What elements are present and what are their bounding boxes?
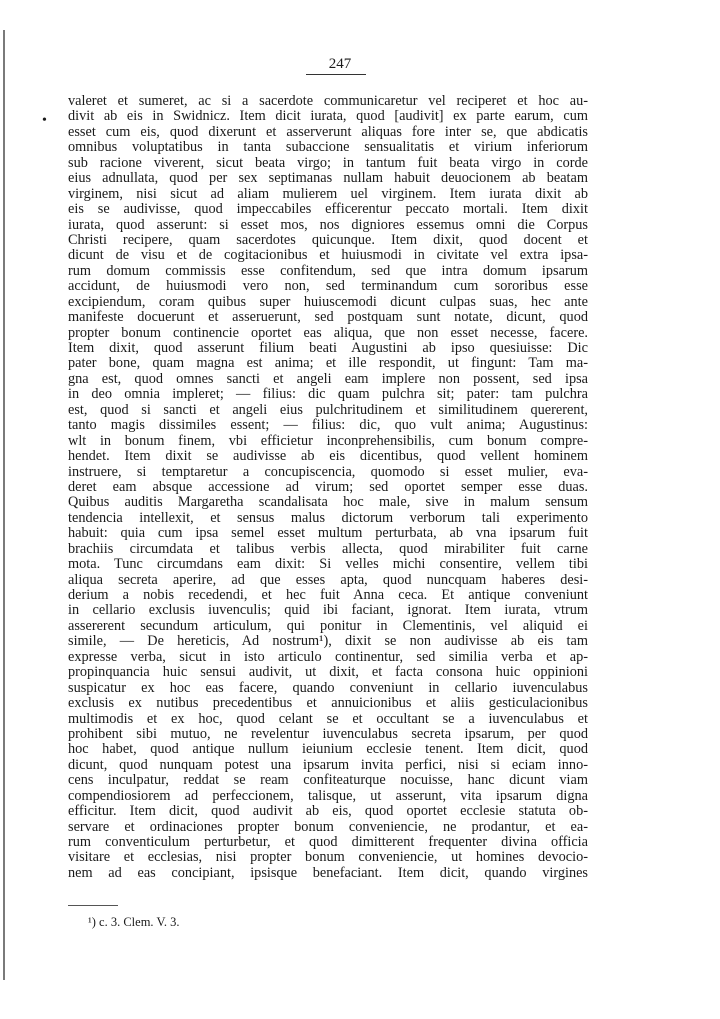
text-line: divit ab eis in Swidnicz. Item dicit iurata, quod [audivit] ex parte earum, cum [68,109,588,125]
text-line: sub racione viverent, sicut beata virgo; in tantum fuit beata virgo in corde [68,155,588,171]
text-line: multimodis et ex hoc, quod celant se et occultant se a iuvenculabus et [68,711,588,727]
text-line: brachiis circumdata et talibus verbis allecta, quod mirabiliter fuit carne [68,541,588,557]
text-line: pater bone, quam magna est anima; et ille respondit, ut fingunt: Tam ma- [68,356,588,372]
text-line: accidunt, de huiusmodi vero non, sed terminandum cum sororibus esse [68,279,588,295]
footnote-divider [68,905,118,906]
text-line: exclusis ex nutibus precedentibus et annuicionibus et aliis gesticulacionibus [68,696,588,712]
text-line: in deo omnia impleret; — filius: dic quam pulchra sit; pater: tam pulchra [68,387,588,403]
text-line: iurata, quod asserunt: si esset mos, nos digniores essemus omni die Corpus [68,217,588,233]
text-line: dicunt de visu et de cogitacionibus et huiusmodi in civitate vel extra ipsa- [68,248,588,264]
page-edge-line [3,30,5,980]
text-line: hoc habet, quod antique nullum ieiunium ecclesie tenent. Item dicit, quod [68,742,588,758]
text-line: servare et ordinaciones propter bonum conveniencie, ne prodantur, et ea- [68,819,588,835]
text-line: compendiosiorem ad perfeccionem, talisque, ut asserunt, vita ipsarum digna [68,788,588,804]
text-line: cens inculpatur, reddat se ream confiteaturque nocuisse, hanc dicunt viam [68,773,588,789]
text-line: manifeste docuerunt et asseruerunt, sed postquam sunt notate, dicunt, quod [68,310,588,326]
text-line: esset cum eis, quod dixerunt et asserverunt aliquas fore inter se, que abdicatis [68,124,588,140]
text-line: est, quod si sancti et angeli eius pulchritudinem et similitudinem quererent, [68,402,588,418]
text-line: propinquancia huic sensui audivit, ut dixit, et facta consona huic oppinioni [68,665,588,681]
text-line: propter bonum continencie oportet eas aliqua, que non esset necesse, facere. [68,325,588,341]
text-line: aliqua secreta aperire, ad que esses apta, quod nuncquam haberes desi- [68,572,588,588]
text-line: Christi recipere, quam sacerdotes quicunque. Item dixit, quod docent et [68,232,588,248]
text-line: deret eam absque accessione ad virum; sed oportet semper esse duas. [68,479,588,495]
text-line: eius adnullata, quod per sex septimanas nullam habuit deuocionem ab beatam [68,171,588,187]
text-line: tendencia intellexit, et sensus malus dictorum verborum tali experimento [68,510,588,526]
footnote: ¹) c. 3. Clem. V. 3. [88,915,180,929]
text-line: tanto magis dissimiles essent; — filius: dic, quo vult anima; Augustinus: [68,418,588,434]
text-line: expresse verba, sicut in isto articulo continentur, sed similia verba et ap- [68,649,588,665]
text-line: suspicatur ex hoc eas facere, quando conveniunt in cellario iuvenculabus [68,680,588,696]
text-line: virginem, nisi sicut ad aliam mulierem uel virginem. Item iurata dixit ab [68,186,588,202]
text-line: rum domum commissis esse confitendum, sed que intra domum ipsarum [68,263,588,279]
text-line: habuit: quia cum ipsa semel esset multum perturbata, ab vna ipsarum fuit [68,526,588,542]
text-line: instruere, si temptaretur a concupiscencia, quomodo si esset mulier, eva- [68,464,588,480]
text-line: valeret et sumeret, ac si a sacerdote communicaretur vel reciperet et hoc au- [68,94,588,109]
text-line: simile, — De hereticis, Ad nostrum¹), dixit se non audivisse ab eis tam [68,634,588,650]
page-number: 247 [328,56,352,72]
text-line: nem ad eas concipiant, ipsisque benefaciant. Item dicit, quando virgines [68,865,588,881]
body-text [68,94,588,881]
text-line: in cellario exclusis iuvenculis; quid ibi faciant, ignorat. Item iurata, vtrum [68,603,588,619]
text-line: mota. Tunc circumdans eam dixit: Si velles michi consentire, vellem tibi [68,557,588,573]
text-line: Item dixit, quod asserunt filium beati Augustini ab ipso quesiuisse: Dic [68,341,588,356]
text-line: prohibent sibi mutuo, ne revelentur iuvenculabus secreta ipsarum, per quod [68,726,588,742]
page-number-underline [306,74,366,75]
text-line: dicunt, quod nunquam potest una ipsarum invita perfici, nisi si eciam inno- [68,757,588,773]
text-line: hendet. Item dixit se audivisse ab eis dicentibus, quod vellent hominem [68,449,588,465]
text-line: eis se audivisse, quod impeccabiles efficerentur peccato mortali. Item dixit [68,202,588,218]
text-line: Quibus auditis Margaretha scandalisata hoc male, sive in malum sensum [68,495,588,511]
text-line: rum conventiculum perturbetur, et quod dimitterent frequenter divina officia [68,835,588,850]
text-line: omnibus voluptatibus in tanta subaccione sensualitatis et virium inferiorum [68,140,588,156]
text-line: visitare et ecclesias, nisi propter bonum conveniencie, ut homines devocio- [68,850,588,866]
text-line: assererent secundum articulum, qui ponitur in Clementinis, vel aliquid ei [68,618,588,634]
text-line: gna est, quod omnes sancti et angeli eam implere non possent, sed ipsa [68,371,588,387]
text-line: excipiendum, coram quibus super huiuscemodi dicunt culpas suas, hec ante [68,294,588,310]
text-line: wlt in bonum finem, vbi efficietur inconprehensibilis, cum bonum compre- [68,433,588,449]
text-line: derium a nobis recedendi, et hec fuit Anna ceca. Et antique conveniunt [68,588,588,603]
text-line: efficitur. Item dicit, quod audivit ab eis, quod oportet ecclesie statuta ob- [68,804,588,820]
margin-mark: • [42,113,47,128]
